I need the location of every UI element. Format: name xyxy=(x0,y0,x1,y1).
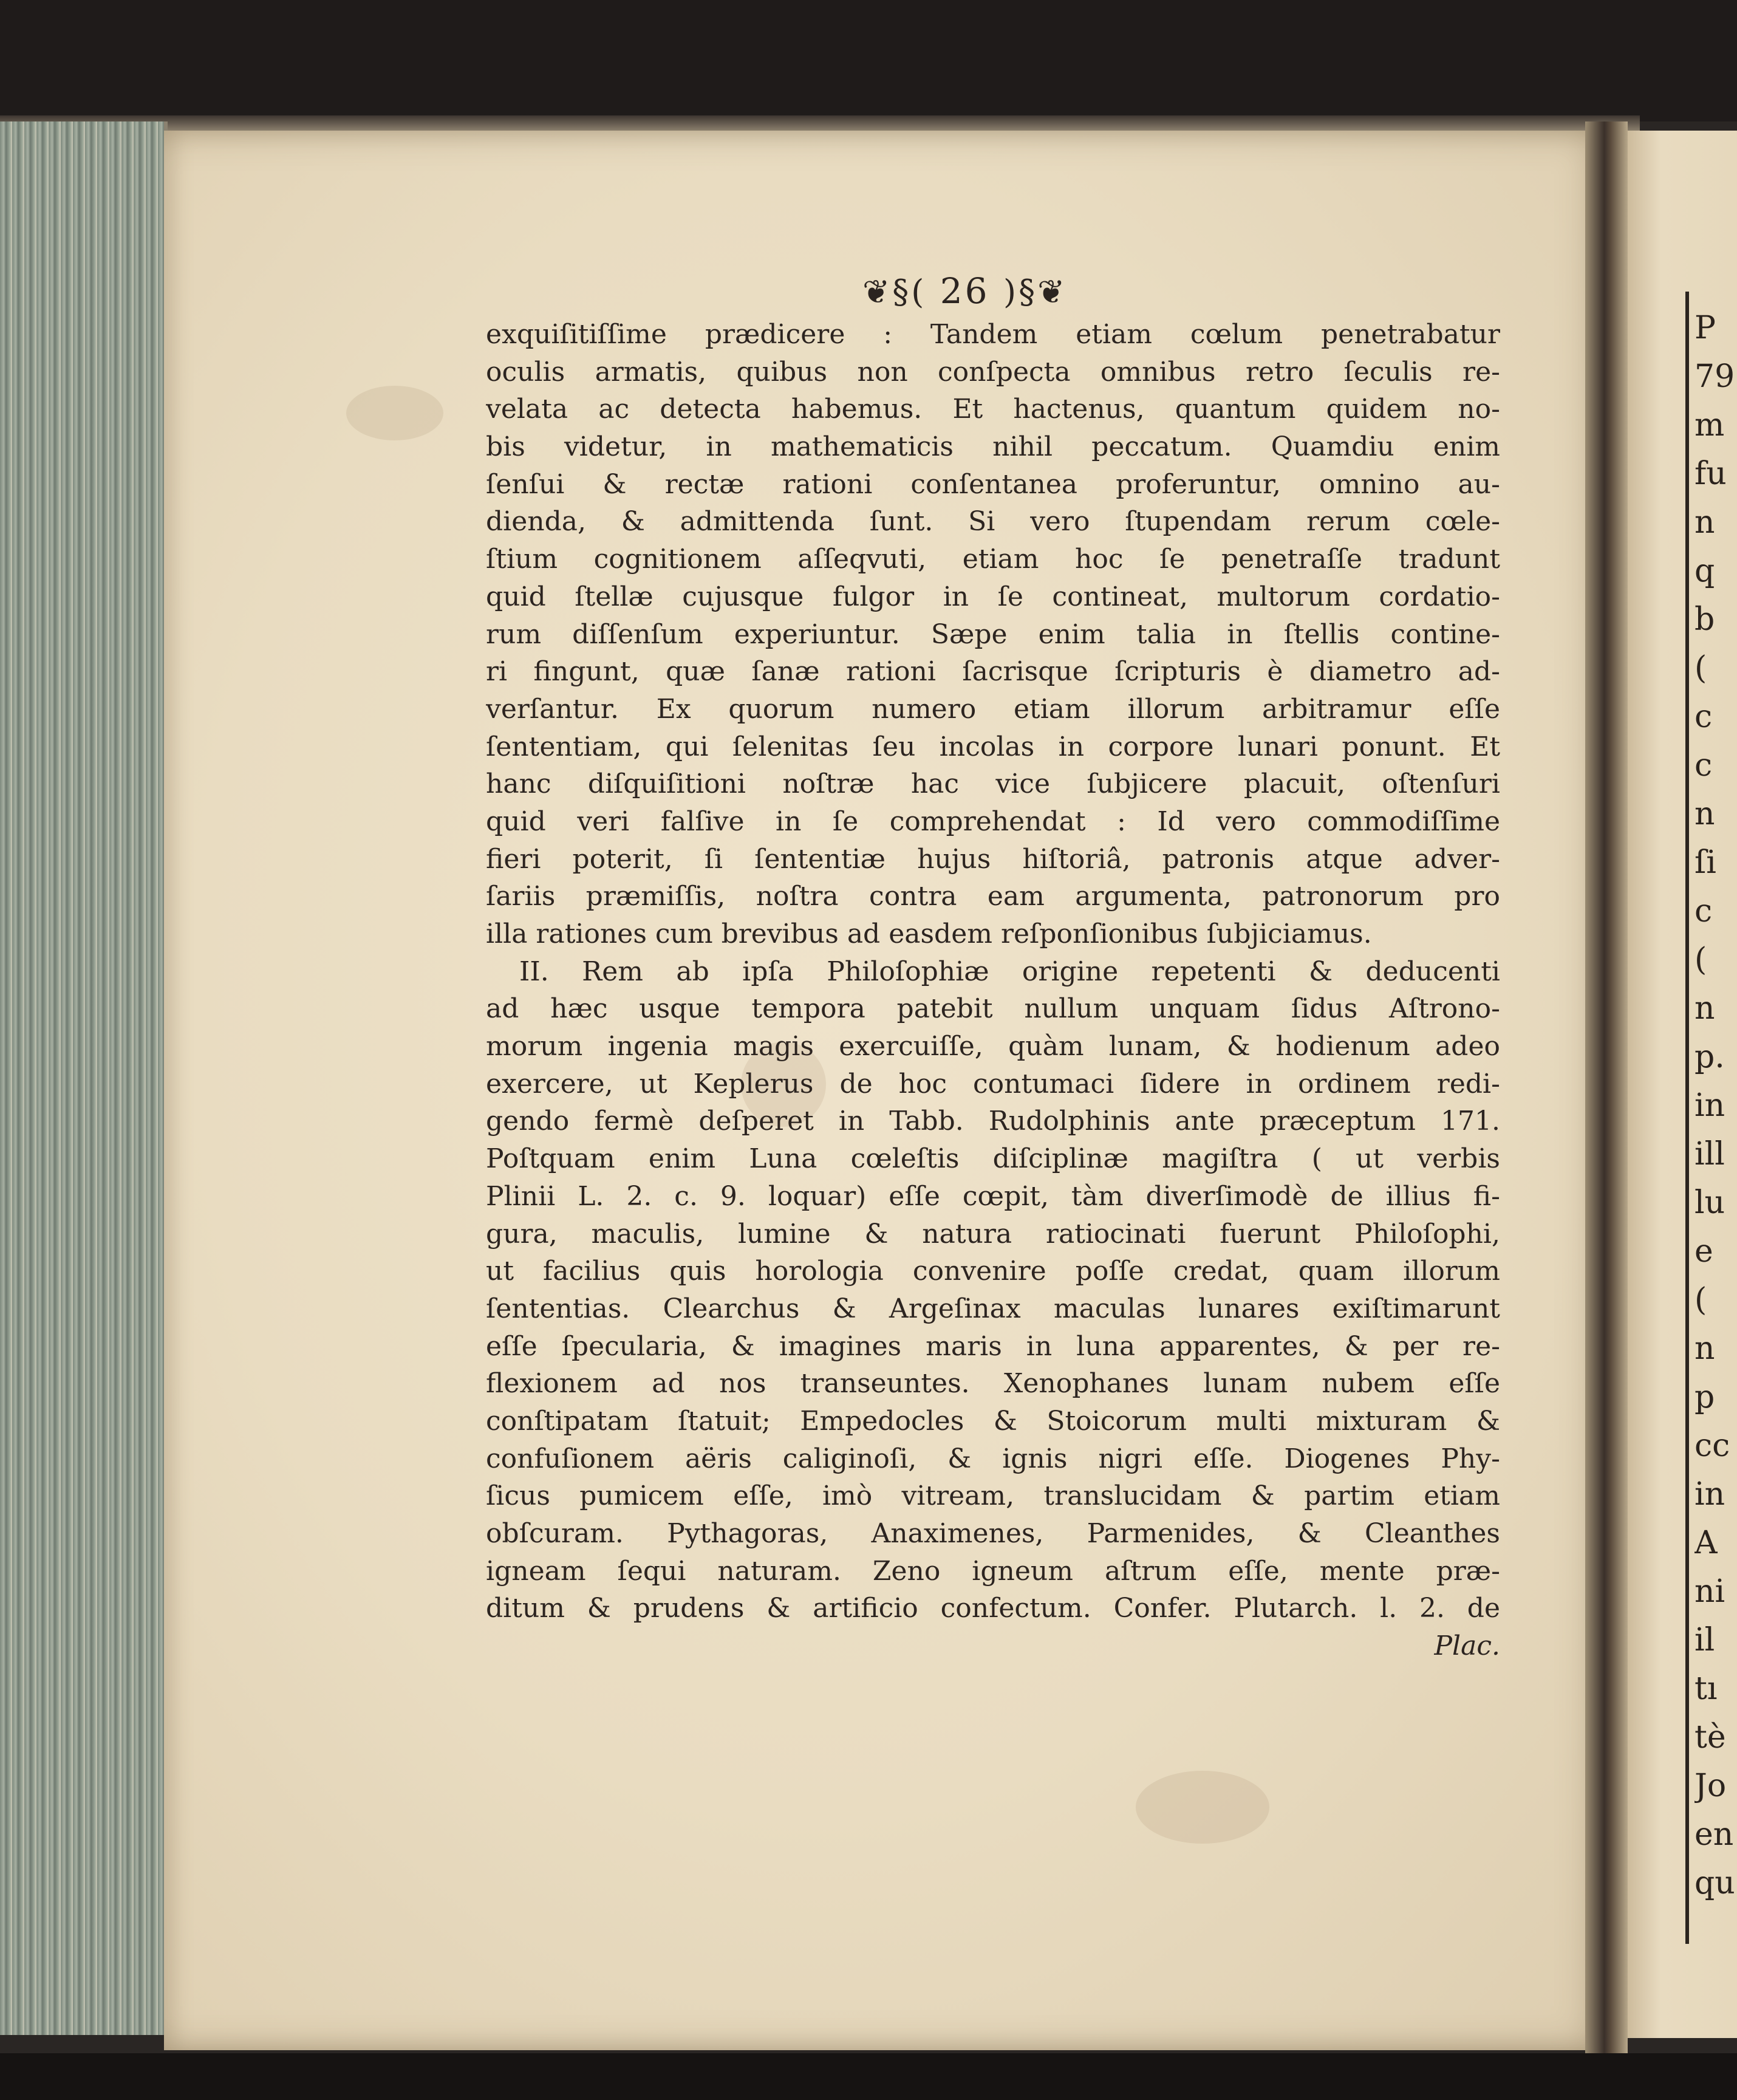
foxing-spot xyxy=(346,386,443,440)
scan-background-top xyxy=(0,0,1737,121)
text-line: exquiſitiſſime prædicere : Tandem etiam cœlum penetrabatur xyxy=(486,319,1500,350)
text-line: oculis armatis, quibus non conſpecta omnibus retro ſeculis re- xyxy=(486,356,1500,388)
facing-page-fragment: b xyxy=(1694,601,1715,638)
text-line: ad hæc usque tempora patebit nullum unquam ſidus Aſtrono- xyxy=(486,993,1500,1025)
facing-page-fragment: qu xyxy=(1694,1865,1735,1901)
text-line: hanc diſquiſitioni noſtræ hac vice ſubjicere placuit, oſtenſuri xyxy=(486,768,1500,800)
text-line: ſententias. Clearchus & Argeſinax maculas lunares exiſtimarunt xyxy=(486,1293,1500,1324)
page-number: 26 xyxy=(940,270,990,312)
paragraph-1 xyxy=(486,316,1500,953)
facing-page-fragment: A xyxy=(1694,1525,1718,1561)
page-header xyxy=(862,270,1067,312)
facing-page-rule xyxy=(1685,292,1689,1944)
facing-page-fragment: c xyxy=(1694,699,1713,735)
text-line: flexionem ad nos transeuntes. Xenophanes lunam nubem eſſe xyxy=(486,1368,1500,1400)
facing-page-fragment: en xyxy=(1694,1816,1734,1853)
facing-page-fragment: cc xyxy=(1694,1428,1730,1464)
book-gutter xyxy=(1585,121,1628,2053)
text-line: ſententiam, qui ſelenitas ſeu incolas in corpore lunari ponunt. Et xyxy=(486,731,1500,762)
text-line: conſtipatam ſtatuit; Empedocles & Stoicorum multi mixturam & xyxy=(486,1405,1500,1437)
facing-page-fragment: P xyxy=(1694,310,1716,346)
facing-page-fragment: m xyxy=(1694,407,1725,443)
facing-page-fragment: Jo xyxy=(1694,1768,1727,1804)
facing-page-fragment: tè xyxy=(1694,1719,1726,1756)
text-line: ſenſui & rectæ rationi conſentanea proferuntur, omnino au- xyxy=(486,468,1500,500)
text-line: ſicus pumicem eſſe, imò vitream, translucidam & partim etiam xyxy=(486,1480,1500,1512)
text-line: fieri poterit, ſi ſententiæ hujus hiſtoriâ, patronis atque adver- xyxy=(486,843,1500,875)
facing-page-fragment: ( xyxy=(1694,1282,1707,1318)
facing-page-fragment: ( xyxy=(1694,650,1707,686)
paragraph-2 xyxy=(486,953,1500,1627)
text-line: morum ingenia magis exercuiſſe, quàm lunam, & hodienum adeo xyxy=(486,1031,1500,1062)
facing-page-fragment: 79 xyxy=(1694,358,1735,395)
facing-page-fragment: ſi xyxy=(1694,844,1716,881)
text-line: velata ac detecta habemus. Et hactenus, quantum quidem no- xyxy=(486,394,1500,425)
facing-page-fragment: in xyxy=(1694,1476,1725,1513)
text-line: ſtium cognitionem aſſeqvuti, etiam hoc ſe penetraſſe tradunt xyxy=(486,544,1500,575)
text-line: eſſe ſpecularia, & imagines maris in luna apparentes, & per re- xyxy=(486,1330,1500,1362)
facing-page-fragment: c xyxy=(1694,893,1713,929)
text-line: verſantur. Ex quorum numero etiam illorum arbitramur eſſe xyxy=(486,693,1500,725)
facing-page-fragment: n xyxy=(1694,990,1715,1027)
text-line: ſariis præmiſſis, noſtra contra eam argumenta, patronorum pro xyxy=(486,881,1500,912)
facing-page-fragment: n xyxy=(1694,1330,1715,1367)
header-ornament-left-icon: ❦§( xyxy=(862,273,927,311)
facing-page-fragment: ( xyxy=(1694,942,1707,978)
facing-page-fragment: e xyxy=(1694,1233,1713,1270)
text-line: quid veri falſive in ſe comprehendat : Id vero commodiſſime xyxy=(486,805,1500,837)
text-line: bis videtur, in mathematicis nihil peccatum. Quamdiu enim xyxy=(486,431,1500,463)
facing-page-fragment: fu xyxy=(1694,456,1727,492)
facing-page-fragment: p xyxy=(1694,1379,1715,1415)
text-line: ri fingunt, quæ ſanæ rationi ſacrisque ſcripturis è diametro ad- xyxy=(486,656,1500,688)
text-line: ditum & prudens & artificio confectum. Confer. Plutarch. l. 2. de xyxy=(486,1593,1500,1624)
facing-page-fragment: in xyxy=(1694,1087,1725,1124)
facing-page-fragment: il xyxy=(1694,1622,1715,1658)
facing-page-fragment: tı xyxy=(1694,1671,1718,1707)
text-line: Poſtquam enim Luna cœleſtis diſciplinæ magiſtra ( ut verbis xyxy=(486,1143,1500,1175)
scan-background-bottom xyxy=(0,2053,1737,2100)
text-line: dienda, & admittenda ſunt. Si vero ſtupendam rerum cœle- xyxy=(486,506,1500,538)
facing-page-fragment: ni xyxy=(1694,1573,1725,1610)
text-line: rum diſſenſum experiuntur. Sæpe enim talia in ſtellis contine- xyxy=(486,618,1500,650)
text-line: illa rationes cum brevibus ad easdem reſponſionibus ſubjiciamus. xyxy=(486,918,1372,949)
foxing-spot xyxy=(1136,1771,1269,1844)
facing-page-fragment: c xyxy=(1694,747,1713,784)
facing-page-fragment: q xyxy=(1694,553,1715,589)
text-line: quid ſtellæ cujusque fulgor in ſe contineat, multorum cordatio- xyxy=(486,581,1500,612)
body-text xyxy=(486,316,1500,1665)
text-line: igneam ſequi naturam. Zeno igneum aſtrum eſſe, mente præ- xyxy=(486,1555,1500,1587)
text-line: exercere, ut Keplerus de hoc contumaci ſidere in ordinem redi- xyxy=(486,1068,1500,1100)
catchword: Plac. xyxy=(1434,1630,1500,1662)
header-ornament-right-icon: )§❦ xyxy=(1003,273,1068,311)
text-line: gura, maculis, lumine & natura ratiocinati fuerunt Philoſophi, xyxy=(486,1218,1500,1250)
facing-page-fragment: ill xyxy=(1694,1136,1725,1172)
text-line: confuſionem aëris caliginoſi, & ignis nigri eſſe. Diogenes Phy- xyxy=(486,1443,1500,1474)
text-line: II. Rem ab ipſa Philoſophiæ origine repetenti & deducenti xyxy=(519,956,1500,987)
text-line: ut facilius quis horologia convenire poſſe credat, quam illorum xyxy=(486,1256,1500,1287)
facing-page-fragment: p. xyxy=(1694,1039,1725,1075)
facing-page-text xyxy=(1694,304,1737,1907)
facing-page-fragment: n xyxy=(1694,504,1715,541)
facing-page-fragment: n xyxy=(1694,796,1715,832)
page-edges-stack xyxy=(0,121,168,2035)
text-line: obſcuram. Pythagoras, Anaximenes, Parmenides, & Cleanthes xyxy=(486,1518,1500,1549)
facing-page-fragment: lu xyxy=(1694,1185,1725,1221)
text-line: Plinii L. 2. c. 9. loquar) eſſe cœpit, tàm diverſimodè de illius fi- xyxy=(486,1180,1500,1212)
text-line: gendo fermè deſperet in Tabb. Rudolphinis ante præceptum 171. xyxy=(486,1106,1500,1137)
